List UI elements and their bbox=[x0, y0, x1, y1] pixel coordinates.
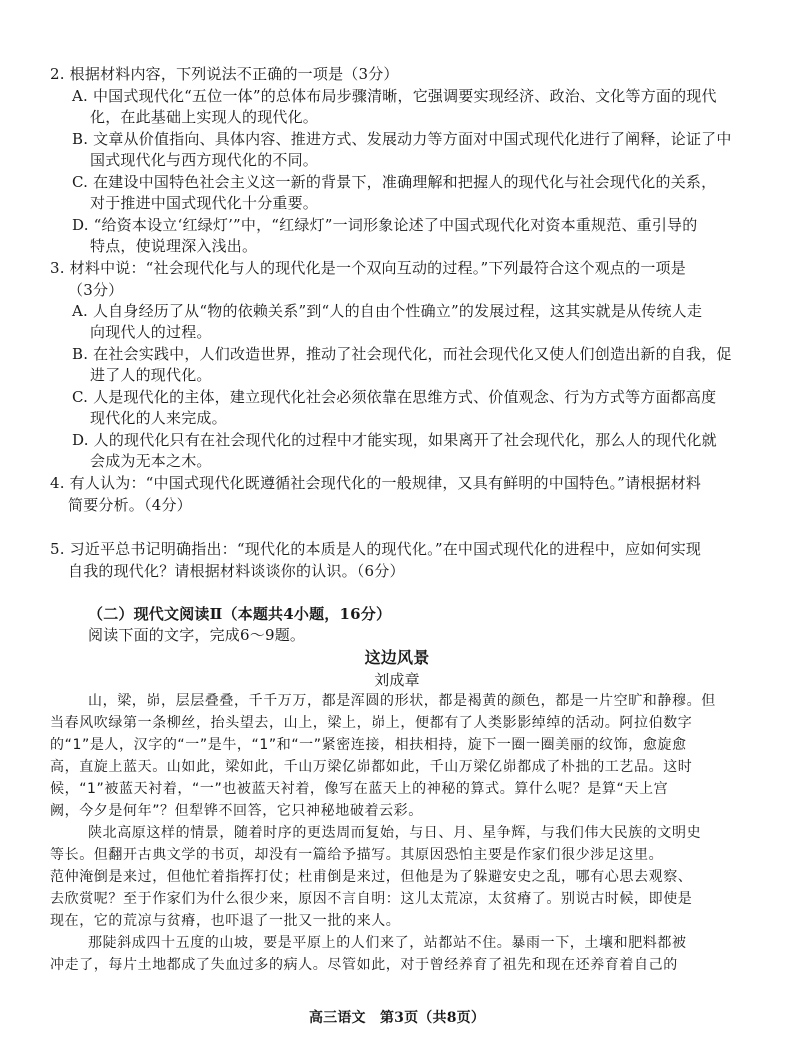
q2-option-d-cont: 特点，使说理深入浅出。 bbox=[90, 237, 258, 255]
q4-stem: 4. 有人认为：“中国式现代化既遵循社会现代化的一般规律，又具有鲜明的中国特色。”请根据材料 bbox=[50, 474, 702, 492]
article-para2-line: 范仲淹倒是来过，但他忙着指挥打仗；杜甫倒是来过，但他是为了躲避安史之乱，哪有心思去观察、 bbox=[50, 869, 693, 885]
section-heading: （二）现代文阅读Ⅱ（本题共4小题，16分） bbox=[88, 605, 392, 623]
article-para2-line: 去欣赏呢？至于作家们为什么很少来，原因不言自明：这儿太荒凉，太贫瘠了。别说古时候，即使是 bbox=[50, 891, 693, 907]
q3-option-b: B. 在社会实践中，人们改造世界，推动了社会现代化，而社会现代化又使人们创造出新的自我，促 bbox=[72, 345, 732, 363]
q2-option-c-cont: 对于推进中国式现代化十分重要。 bbox=[90, 194, 319, 212]
article-para3-line: 那陡斜成四十五度的山坡，要是平原上的人们来了，站都站不住。暴雨一下，土壤和肥料都被 bbox=[88, 935, 687, 951]
article-para1-line: 当春风吹绿第一条柳丝，抬头望去，山上，梁上，峁上，便都有了人类影影绰绰的活动。阿拉伯数字 bbox=[50, 715, 693, 731]
article-para2-line: 陕北高原这样的情景，随着时序的更迭周而复始，与日、月、星争辉，与我们伟大民族的文明史 bbox=[88, 825, 702, 841]
article-author: 刘成章 bbox=[374, 671, 420, 689]
q2-option-c: C. 在建设中国特色社会主义这一新的背景下，准确理解和把握人的现代化与社会现代化的关系， bbox=[72, 173, 717, 191]
article-para2-line: 等长。但翻开古典文学的书页，却没有一篇给予描写。其原因恐怕主要是作家们很少涉足这里。 bbox=[50, 847, 664, 863]
q3-stem: 3. 材料中说：“社会现代化与人的现代化是一个双向互动的过程。”下列最符合这个观点的一项是 bbox=[50, 259, 686, 277]
q2-option-a-cont: 化，在此基础上实现人的现代化。 bbox=[90, 108, 319, 126]
article-para1-line: 的“1”是人，汉字的“一”是牛，“1”和“一”紧密连接，相扶相持，旋下一圈一圈美丽的纹饰，愈旋愈 bbox=[50, 737, 687, 753]
q4-stem-cont: 简要分析。（4分） bbox=[68, 496, 192, 514]
article-para1-line: 高，直旋上蓝天。山如此，梁如此，千山万梁亿峁都如此，千山万梁亿峁都成了朴拙的工艺品。这时 bbox=[50, 759, 693, 775]
article-para1-line: 阙，今夕是何年”？但犁铧不回答，它只神秘地破着云彩。 bbox=[50, 803, 423, 819]
q2-option-d: D. “给资本设立‘红绿灯’”中，“红绿灯”一词形象论述了中国式现代化对资本重规范、重引导的 bbox=[72, 216, 698, 234]
q3-option-d-cont: 会成为无本之木。 bbox=[90, 452, 212, 470]
q2-option-b-cont: 国式现代化与西方现代化的不同。 bbox=[90, 151, 319, 169]
q3-option-a-cont: 向现代人的过程。 bbox=[90, 323, 212, 341]
q3-option-b-cont: 进了人的现代化。 bbox=[90, 366, 212, 384]
article-title: 这边风景 bbox=[364, 648, 430, 667]
article-para2-line: 现在，它的荒凉与贫瘠，也吓退了一批又一批的来人。 bbox=[50, 913, 401, 929]
page-footer: 高三语文 第3页（共8页） bbox=[308, 1010, 486, 1026]
article-para1-line: 山，梁，峁，层层叠叠，千千万万，都是浑圆的形状，都是褐黄的颜色，都是一片空旷和静穆。但 bbox=[88, 693, 716, 709]
article-para3-line: 冲走了，每片土地都成了失血过多的病人。尽管如此，对于曾经养育了祖先和现在还养育着自己的 bbox=[50, 957, 678, 973]
article-para1-line: 候，“1”被蓝天衬着，“一”也被蓝天衬着，像写在蓝天上的神秘的算式。算什么呢？是算“天上宫 bbox=[50, 781, 669, 797]
q2-option-b: B. 文章从价值指向、具体内容、推进方式、发展动力等方面对中国式现代化进行了阐释，论证了中 bbox=[72, 130, 732, 148]
q2-stem: 2. 根据材料内容，下列说法不正确的一项是（3分） bbox=[50, 65, 399, 83]
q3-option-c-cont: 现代化的人来完成。 bbox=[90, 409, 227, 427]
q3-option-d: D. 人的现代化只有在社会现代化的过程中才能实现，如果离开了社会现代化，那么人的现代化就 bbox=[72, 431, 717, 449]
q3-option-a: A. 人自身经历了从“物的依赖关系”到“人的自由个性确立”的发展过程，这其实就是从传统人走 bbox=[72, 302, 703, 320]
q5-stem: 5. 习近平总书记明确指出：“现代化的本质是人的现代化。”在中国式现代化的进程中，应如何实现 bbox=[50, 540, 702, 558]
section-instruction: 阅读下面的文字，完成6～9题。 bbox=[88, 626, 306, 644]
q2-option-a: A. 中国式现代化“五位一体”的总体布局步骤清晰，它强调要实现经济、政治、文化等方面的现代 bbox=[72, 87, 717, 105]
q3-stem-cont: （3分） bbox=[68, 281, 124, 299]
q3-option-c: C. 人是现代化的主体，建立现代化社会必须依靠在思维方式、价值观念、行为方式等方面都高度 bbox=[72, 388, 717, 406]
q5-stem-cont: 自我的现代化？请根据材料谈谈你的认识。（6分） bbox=[68, 562, 405, 580]
